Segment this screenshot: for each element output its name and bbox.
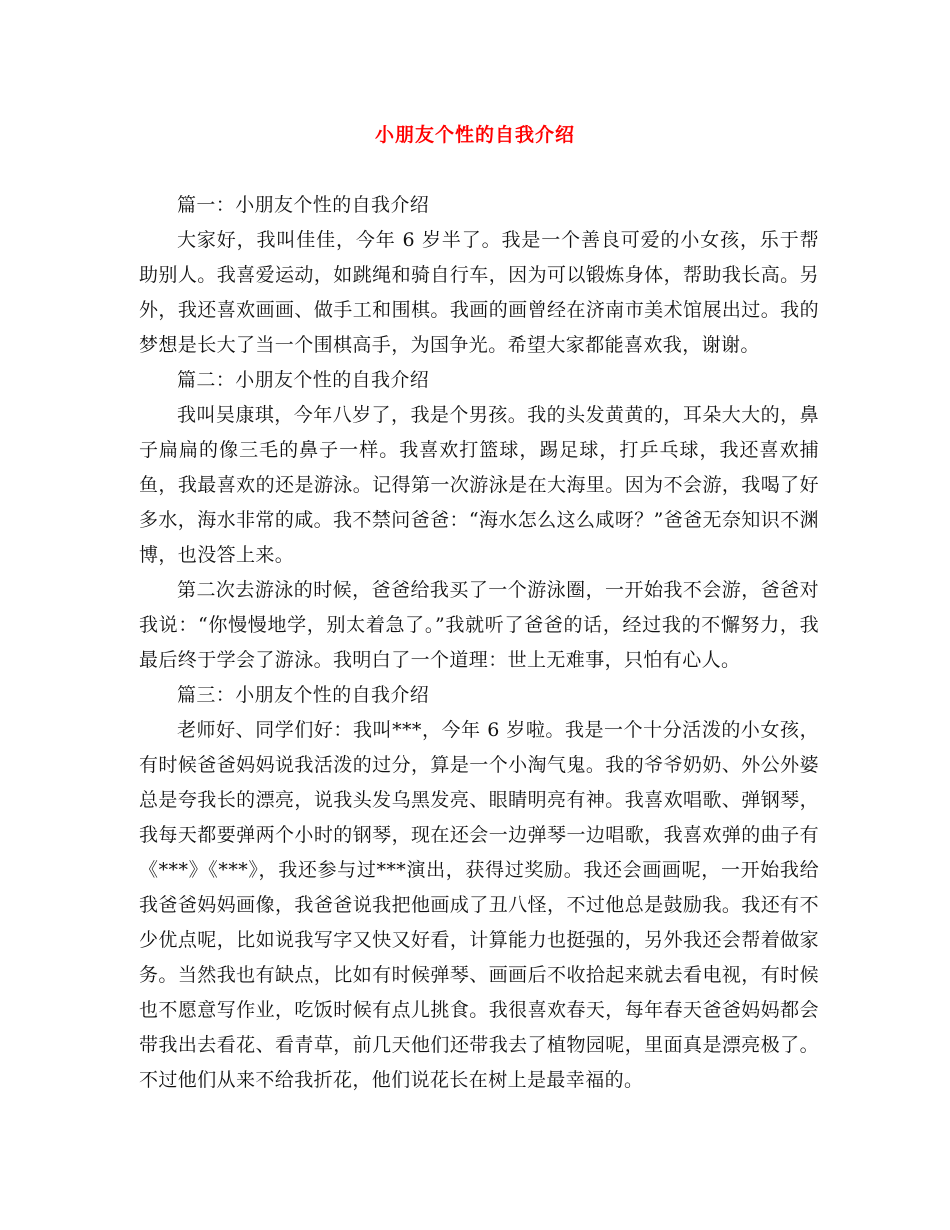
section-heading-2: 篇二：小朋友个性的自我介绍: [177, 369, 430, 391]
section-heading-1: 篇一：小朋友个性的自我介绍: [177, 194, 430, 216]
paragraph: 第二次去游泳的时候，爸爸给我买了一个游泳圈，一开始我不会游，爸爸对我说：“你慢慢地学，别太着急了。”我就听了爸爸的话，经过我的不懈努力，我最后终于学会了游泳。我明白了一个道理：世上无难事，只怕有心人。: [139, 579, 819, 671]
document-title: 小朋友个性的自我介绍: [374, 124, 575, 146]
paragraph: 老师好、同学们好：我叫***，今年 6 岁啦。我是一个十分活泼的小女孩，有时候爸爸妈妈说我活泼的过分，算是一个小淘气鬼。我的爷爷奶奶、外公外婆总是夸我长的漂亮，说我头发乌黑发亮、眼睛明亮有神。我喜欢唱歌、弹钢琴，我每天都要弹两个小时的钢琴，现在还会一边弹琴一边唱歌，我喜欢弹的曲子有《***》《***》，我还参与过***演出，获得过奖励。我还会画画呢，一开始我给我爸爸妈妈画像，我爸爸说我把他画成了丑八怪，不过他总是鼓励我。我还有不少优点呢，比如说我写字又快又好看，计算能力也挺强的，另外我还会帮着做家务。当然我也有缺点，比如有时候弹琴、画画后不收拾起来就去看电视，有时候也不愿意写作业，吃饭时候有点儿挑食。我很喜欢春天，每年春天爸爸妈妈都会带我出去看花、看青草，前几天他们还带我去了植物园呢，里面真是漂亮极了。不过他们从来不给我折花，他们说花长在树上是最幸福的。: [139, 719, 819, 1091]
paragraph: 我叫吴康琪，今年八岁了，我是个男孩。我的头发黄黄的，耳朵大大的，鼻子扁扁的像三毛的鼻子一样。我喜欢打篮球，踢足球，打乒乓球，我还喜欢捕鱼，我最喜欢的还是游泳。记得第一次游泳是在大海里。因为不会游，我喝了好多水，海水非常的咸。我不禁问爸爸：“海水怎么这么咸呀？”爸爸无奈知识不渊博，也没答上来。: [139, 404, 819, 566]
document-body: [139, 188, 819, 1098]
section-heading-3: 篇三：小朋友个性的自我介绍: [177, 684, 430, 706]
paragraph: 大家好，我叫佳佳，今年 6 岁半了。我是一个善良可爱的小女孩，乐于帮助别人。我喜爱运动，如跳绳和骑自行车，因为可以锻炼身体，帮助我长高。另外，我还喜欢画画、做手工和围棋。我画的画曾经在济南市美术馆展出过。我的梦想是长大了当一个围棋高手，为国争光。希望大家都能喜欢我，谢谢。: [139, 229, 819, 356]
